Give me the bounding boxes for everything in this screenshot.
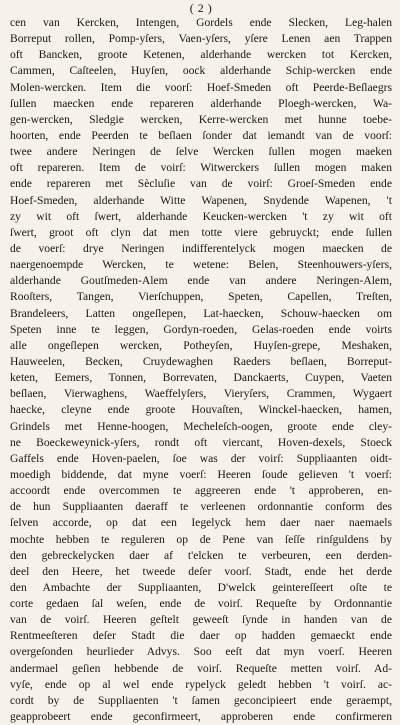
text-line: hoorten, ende Peerden te beſlaen ſonder dat iemandt van de voorſ: — [10, 128, 392, 142]
text-line: Molen-wercken. Item die voorſ: Hoef-Smeden oft Peerde-Beſlaegrs — [10, 80, 392, 94]
text-line: van de voirſ. Heeren geſtelt geweeſt ſynde in handen van de — [10, 613, 392, 627]
text-line: Speten inne te leggen, Gordyn-roeden, Gelas-roeden ende voirts — [10, 322, 392, 336]
text-line: naergenoempde Wercken, te wetene: Belen, Steenhouwers-yſers, — [10, 258, 392, 272]
text-line: keten, Eemers, Tonnen, Borrevaten, Danckaerts, Cuypen, Vaeten — [10, 371, 392, 385]
text-line: oft Bancken, groote Ketenen, alderhande wercken tot Kercken, — [10, 48, 392, 62]
body-text — [10, 15, 392, 725]
text-line: Brandeleers, Latten ongeſlepen, Lat-haecken, Schouw-haecken om — [10, 306, 392, 320]
text-line: deel den Heere, het tweede deſer voorſ. Stadt, ende het derde — [10, 564, 392, 578]
text-line: de hun Suppliaanten daeraff te verleenen ordonnantie conform des — [10, 500, 392, 514]
text-line: vyſe, ende op al wel ende rypelyck geledt hebben 't voirſ. ac- — [10, 677, 392, 691]
page-number: ( 2 ) — [189, 1, 213, 15]
text-line: zy wit oft ſwert, alderhande Keucken-wercken 't zy wit oft — [10, 209, 392, 223]
text-line: Grindels met Henne-hoogen, Mecheleſch-oogen, groote ende cley- — [10, 419, 392, 433]
text-line: cen van Kercken, Intengen, Gordels ende Slecken, Leg-halen — [10, 16, 392, 29]
text-line: gen-wercken, Sledgie wercken, Kerre-wercken met hunne toebe- — [10, 112, 392, 126]
text-line: alderhande Goutſmeden-Alem ende van andere Neringen-Alem, — [10, 274, 392, 288]
text-line: ſelven accorde, op dat een Iegelyck hem daer naer naemaels — [10, 516, 392, 530]
text-line: mochte hebben te reguleren op de Pene van ſeſſe rinſguldens by — [10, 532, 392, 546]
text-line: moedigh biddende, dat myne voerſ: Heeren ſoude gelieven 't voerſ: — [10, 467, 392, 481]
text-line: Rooſters, Tangen, Vierſchuppen, Speten, Capellen, Treſten, — [10, 290, 392, 304]
text-line: alle ongeſlepen wercken, Potheyſen, Huyſen-grepe, Meshaken, — [10, 338, 392, 352]
text-line: ne Boeckeweynick-yſers, rondt oft viercant, Hoven-dexels, Stoeck — [10, 435, 392, 449]
text-line: Rentmeeſteren deſer Stadt die daer op hadden gemaeckt ende — [10, 629, 392, 643]
text-line: ſwert, groot oft clyn dat men totte viere gebruyckt; ende ſullen — [10, 225, 392, 239]
text-line: Cammen, Caſteelen, Huyſen, oock alderhande Schip-wercken ende — [10, 64, 392, 78]
text-line: oft repareren. Item de voirſ: Witwerckers ſullen mogen maken — [10, 161, 392, 175]
text-line: geapprobeert ende geconfirmeert, approberen ende confirmeren — [10, 710, 392, 724]
text-line: accoordt ende overcommen te aggreeren ende 't approberen, en- — [10, 484, 392, 498]
text-line: corte gedaen ſal weſen, ende de voirſ. Requeſte by Ordonnantie — [10, 597, 392, 611]
text-line: Borreput rollen, Pomp-yſers, Vaen-yſers, yſere Lenen aen Trappen — [10, 32, 392, 46]
text-line: beſlaen, Vierwaghens, Waeffelyſers, Vieryſers, Crammen, Wygaert — [10, 387, 392, 401]
text-line: de voerſ: drye Neringen indifferentelyck mogen maecken de — [10, 241, 392, 255]
text-line: Hoef-Smeden, alderhande Witte Wapenen, Snydende Wapenen, 't — [10, 193, 392, 207]
text-line: overgeſonden heurlieder Advys. Soo eeſt dat myn voerſ. Heeren — [10, 645, 392, 659]
text-line: den Ambachte der Suppliaanten, D'welck geintereſſeert oſte te — [10, 580, 392, 594]
text-line: ſullen maecken ende repareren alderhande Ploegh-wercken, Wa- — [10, 96, 392, 110]
text-line: cordt by de Suppliaenten 't ſamen geconcipieert ende geraempt, — [10, 693, 392, 707]
text-line: Hauweelen, Becken, Cruydewaghen Raeders beſlaen, Borreput- — [10, 354, 392, 368]
text-line: andermael geſien hebbende de voirſ. Requeſte metten voirſ. Ad- — [10, 661, 392, 675]
text-line: den gebreckelycken daer af t'elcken te verbeuren, een derden- — [10, 548, 392, 562]
text-line: haecke, cleyne ende groote Houvaſten, Winckel-haecken, hamen, — [10, 403, 392, 417]
text-line: twee andere Neringen de ſelve Wercken ſullen mogen maeken — [10, 145, 392, 159]
text-line: ende repareren met Sècluſie van de voirſ: Groeſ-Smeden ende — [10, 177, 392, 191]
text-line: Gaffels ende Hoven-paelen, ſoe was der voirſ: Suppliaanten oidt- — [10, 451, 392, 465]
